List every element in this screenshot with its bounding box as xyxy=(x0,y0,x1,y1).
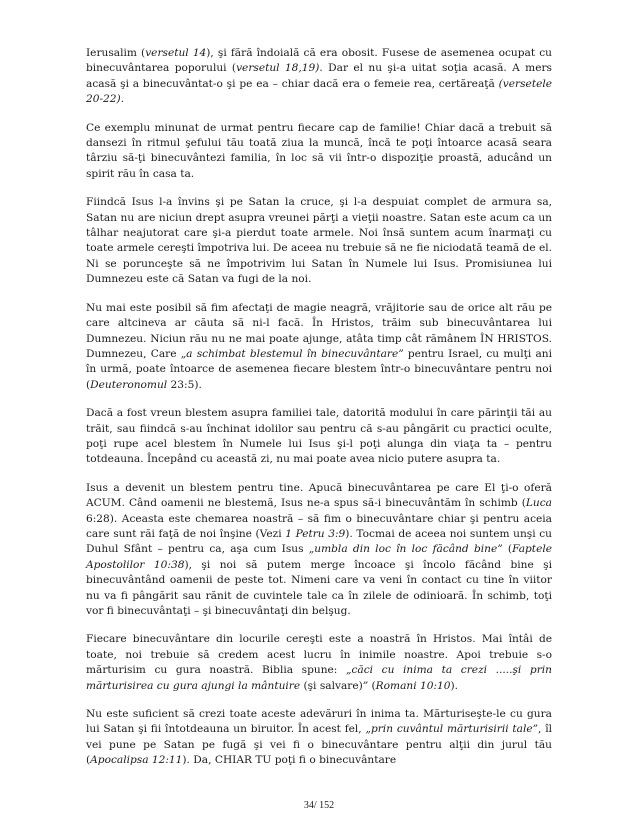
italic-text: 1 Petru 3:9 xyxy=(285,527,346,540)
text-run: ( xyxy=(502,543,513,556)
text-run: Ce exemplu minunat de urmat pentru fiecare cap de familie! Chiar dacă a trebuit să dansezi în ritmul şefului tău toată ziua la muncă, încă te poţi întoarce acasă seara târziu să-ţi binecuvântezi familia, în loc să vii într-o dispoziţie proastă, aducând un spirit rău în casa ta. xyxy=(86,121,552,180)
paragraph xyxy=(86,195,552,287)
text-run: Ierusalim ( xyxy=(86,47,146,59)
text-run: 6:28). Aceasta este chemarea noastră – să fim o binecuvântare chiar şi pentru aceia care sunt răi faţă de noi înşine (Vezi xyxy=(86,512,552,540)
italic-text: versetul 18,19) xyxy=(236,62,320,75)
italic-text: versetul 14 xyxy=(145,47,207,59)
paragraph xyxy=(86,632,552,694)
paragraph xyxy=(86,406,552,468)
italic-text: „a schimbat blestemul în binecuvântare” xyxy=(180,347,404,360)
italic-text: Luca xyxy=(525,497,552,510)
text-run: Isus a devenit un blestem pentru tine. Apucă binecuvântarea pe care El ţi-o oferă ACUM. Când oamenii ne blestemă, Isus ne-a spus să-i binecuvântăm în schimb ( xyxy=(86,481,552,510)
text-run: ). Tocmai de aceea noi suntem unşi cu Duhul Sfânt – pentru ca, aşa cum Isus xyxy=(86,527,553,556)
text-run: (şi salvare) xyxy=(300,679,363,692)
italic-text: „umbla din loc în loc făcând bine” xyxy=(308,543,503,556)
page-number: 34/ 152 xyxy=(303,800,335,811)
text-run: . xyxy=(120,93,125,106)
text-run: Dacă a fost vreun blestem asupra familiei tale, datorită modului în care părinţii tăi au trăit, sau fiindcă s-au închinat idolilor sau pentru că s-au pângărit cu practici oculte, poţi rupe acel blestem în Numele lui Isus şi-l poţi alunga din viaţa ta – pentru totdeauna. Începând cu această zi, nu mai poate avea nicio putere asupra ta. xyxy=(86,407,552,466)
paragraph xyxy=(86,481,552,620)
text-run: Fiecare binecuvântare din locurile cereşti este a noastră în Hristos. Mai întâi de toate, noi trebuie să credem acest lucru în inimile noastre. Apoi trebuie s-o mărturisim cu gura noastră. Biblia spune: xyxy=(86,633,552,677)
italic-text: Romani 10:10 xyxy=(375,679,451,692)
text-run: ( xyxy=(368,679,376,692)
text-run: 23:5). xyxy=(167,378,202,391)
text-run: ), şi fără îndoială că era obosit. Fusese de asemenea ocupat cu binecuvântarea poporului ( xyxy=(86,47,552,75)
text-run: ). xyxy=(450,679,459,692)
text-run: pentru Israel, cu mulţi ani în urmă, poate întoarce de asemenea fiecare blestem într-o binecuvântare pentru noi ( xyxy=(86,347,552,391)
paragraph xyxy=(86,46,552,108)
text-run: Fiindcă Isus l-a învins şi pe Satan la cruce, şi l-a despuiat complet de armura sa, Satan nu are niciun drept asupra vreunei părţi a vieţii noastre. Satan este acum ca un tâlhar neajutorat care şi-a pierdut toate armele. Noi însă suntem acum înarmaţi cu toate armele cereşti împotriva lui. De aceea nu trebuie să ne fie niciodată teamă de el. Ni se porunceşte să ne împotrivim lui Satan în Numele lui Isus. Promisiunea lui Dumnezeu este că Satan va fugi de la noi. xyxy=(86,196,552,286)
paragraph xyxy=(86,121,552,183)
italic-text: „căci cu inima ta crezi .....şi prin mărturisirea cu gura ajungi la mântuire xyxy=(86,664,552,692)
body-text xyxy=(86,46,552,782)
text-run: ), şi noi să putem merge încoace şi încolo făcând bine şi binecuvântând oamenii de peste tot. Nimeni care va veni în contact cu tine în viitor nu va fi pângărit sau rănit de cuvintele tale ca în zilele de odinioară. În schimb, toţi vor fi binecuvântaţi – şi binecuvântaţi din belşug. xyxy=(86,558,552,617)
italic-text: Apocalipsa 12:11 xyxy=(90,754,183,767)
italic-text: (versetele 20-22) xyxy=(86,77,552,106)
italic-text: Deuteronomul xyxy=(90,378,168,391)
paragraph xyxy=(86,707,552,769)
text-run: . Dar el nu şi-a uitat soţia acasă. A mers acasă şi a binecuvântat-o şi pe ea – chiar dacă era o femeie rea, certăreaţă xyxy=(86,62,552,90)
text-run: , îl vei pune pe Satan pe fugă şi vei fi o binecuvântare pentru alţii din jurul tău ( xyxy=(86,723,552,767)
text-run: Nu este suficient să crezi toate aceste adevăruri în inima ta. Mărturiseşte-le cu gura lui Satan şi fii întotdeauna un biruitor. În acest fel, xyxy=(86,708,552,736)
text-run: Nu mai este posibil să fim afectaţi de magie neagră, vrăjitorie sau de orice alt rău pe care altcineva ar căuta să ni-l facă. În Hristos, trăim sub binecuvântarea lui Dumnezeu. Niciun rău nu ne mai poate ajunge, atâta timp cât rămânem ÎN HRISTOS. Dumnezeu, Care xyxy=(86,301,552,360)
italic-text: „prin cuvântul mărturisirii tale” xyxy=(365,723,539,736)
italic-text: Faptele Apostolilor 10:38 xyxy=(86,543,552,571)
paragraph xyxy=(86,301,552,393)
italic-text: ” xyxy=(362,679,369,692)
text-run: ). Da, CHIAR TU poţi fi o binecuvântare xyxy=(182,754,397,767)
